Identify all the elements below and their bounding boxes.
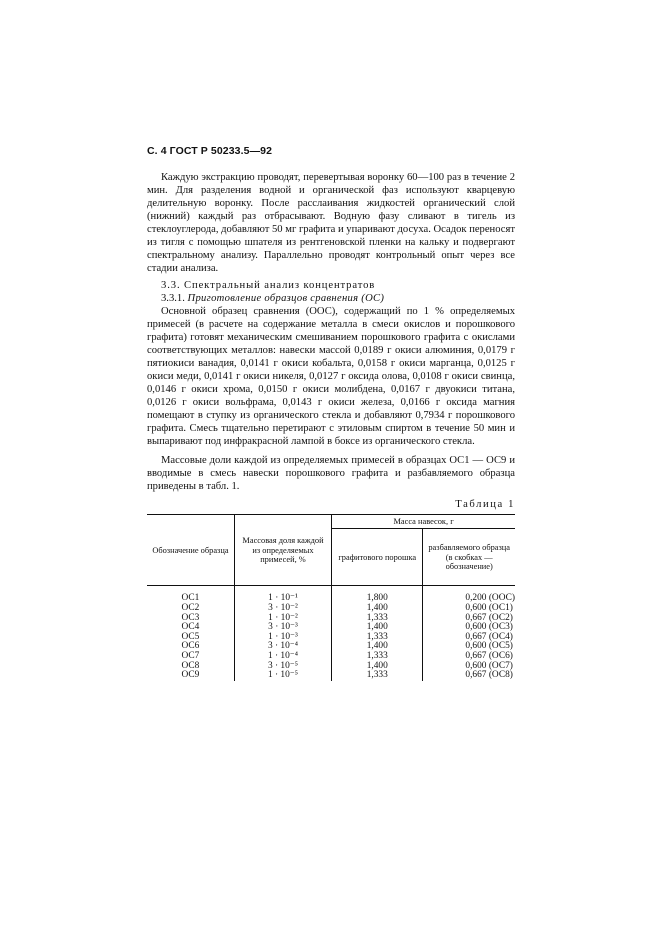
table-row (147, 652, 515, 662)
cell-mass-fraction: 1 · 10⁻⁴ (234, 652, 331, 662)
cell-diluted-sample: 0,600 (ОС7) (423, 662, 515, 672)
cell-mass-fraction: 3 · 10⁻² (234, 604, 331, 614)
cell-diluted-sample: 0,667 (ОС8) (423, 671, 515, 681)
cell-diluted-sample: 0,667 (ОС6) (423, 652, 515, 662)
table-row (147, 594, 515, 604)
cell-mass-fraction: 1 · 10⁻³ (234, 633, 331, 643)
header-graphite: графитового порошка (332, 529, 423, 586)
header-diluted-sample: разбавляемого образца (в скобках — обозначение) (423, 529, 515, 586)
header-mass-group: Масса навесок, г (332, 515, 515, 529)
cell-graphite-mass: 1,333 (332, 671, 423, 681)
table-row (147, 642, 515, 652)
paragraph-main-sample: Основной образец сравнения (ООС), содержащий по 1 % определяемых примесей (в расчете на содержание металла в смеси окислов и порошкового графита) готовят механическим смешиванием порошкового графита с окислами соответствующих металлов: навески массой 0,0189 г окиси алюминия, 0,0179 г пятиокиси ванадия, 0,0141 г окиси кобальта, 0,0158 г окиси марганца, 0,0125 г окиси меди, 0,0141 г окиси никеля, 0,0127 г оксида олова, 0,0108 г окиси свинца, 0,0146 г окиси хрома, 0,0150 г окиси молибдена, 0,0167 г двуокиси титана, 0,0126 г окиси вольфрама, 0,0143 г окиси железа, 0,0166 г оксида магния помещают в ступку из органического стекла и добавляют 0,7934 г порошкового графита. Смесь тщательно перетирают с этиловым спиртом в течение 50 мин и выпаривают под инфракрасной лампой в боксе из органического стекла. (147, 306, 515, 447)
table-row (147, 623, 515, 633)
subsection-title (147, 292, 515, 305)
cell-sample-name: ОС2 (181, 603, 200, 613)
cell-graphite-mass: 1,400 (332, 623, 423, 633)
cell-graphite-mass: 1,333 (332, 614, 423, 624)
cell-mass-fraction: 1 · 10⁻² (234, 614, 331, 624)
table-row (147, 633, 515, 643)
document-page (147, 145, 515, 681)
cell-sample-name: ОС8 (181, 660, 200, 671)
cell-mass-fraction: 1 · 10⁻⁵ (234, 671, 331, 681)
subsection-name: Приготовление образцов сравнения (ОС) (187, 293, 385, 304)
page-header: С. 4 ГОСТ Р 50233.5—92 (147, 145, 273, 157)
cell-diluted-sample: 0,600 (ОС3) (423, 623, 515, 633)
table-row (147, 614, 515, 624)
cell-graphite-mass: 1,800 (332, 594, 423, 604)
table-row (147, 671, 515, 681)
cell-sample-name: ОС1 (181, 593, 200, 604)
cell-graphite-mass: 1,400 (332, 662, 423, 672)
cell-mass-fraction: 3 · 10⁻⁴ (234, 642, 331, 652)
cell-graphite-mass: 1,333 (332, 652, 423, 662)
cell-diluted-sample: 0,600 (ОС1) (423, 604, 515, 614)
header-mass-fraction: Массовая доля каждой из определяемых примесей, % (234, 515, 331, 586)
header-sample-name: Обозначение образца (147, 515, 234, 586)
paragraph-mass-fractions: Массовые доли каждой из определяемых примесей в образцах ОС1 — ОС9 и вводимые в смесь навески порошкового графита и разбавляемого образца приведены в табл. 1. (147, 455, 515, 492)
cell-sample-name: ОС5 (181, 631, 200, 642)
cell-sample-name: ОС9 (181, 670, 200, 681)
cell-sample-name: ОС3 (181, 612, 200, 623)
cell-mass-fraction: 1 · 10⁻¹ (234, 594, 331, 604)
cell-mass-fraction: 3 · 10⁻³ (234, 623, 331, 633)
cell-diluted-sample: 0,667 (ОС2) (423, 614, 515, 624)
cell-diluted-sample: 0,600 (ОС5) (423, 642, 515, 652)
cell-graphite-mass: 1,400 (332, 604, 423, 614)
cell-mass-fraction: 3 · 10⁻⁵ (234, 662, 331, 672)
cell-diluted-sample: 0,200 (ООС) (423, 594, 515, 604)
cell-sample-name: ОС6 (181, 641, 200, 652)
cell-sample-name: ОС4 (181, 622, 200, 633)
subsection-number: 3.3.1. (161, 293, 185, 304)
samples-table (147, 514, 515, 681)
paragraph-extraction: Каждую экстракцию проводят, перевертывая воронку 60—100 раз в течение 2 мин. Для разделения водной и органической фаз используют кварцевую делительную воронку. После расслаивания жидкостей органический слой (нижний) каждый раз отбрасывают. Водную фазу сливают в тигель из стеклоуглерода, добавляют 50 мг графита и упаривают досуха. Осадок переносят из тигля с помощью шпателя из рентгеновской пленки на кальку и подвергают спектральному анализу. Параллельно проводят контрольный опыт через все стадии анализа. (147, 172, 515, 274)
table-row (147, 604, 515, 614)
cell-graphite-mass: 1,333 (332, 633, 423, 643)
cell-sample-name: ОС7 (181, 650, 200, 661)
table-caption: Таблица 1 (455, 499, 515, 510)
table-row (147, 662, 515, 672)
cell-graphite-mass: 1,400 (332, 642, 423, 652)
cell-diluted-sample: 0,667 (ОС4) (423, 633, 515, 643)
section-title: 3.3. Спектральный анализ концентратов (161, 280, 376, 291)
